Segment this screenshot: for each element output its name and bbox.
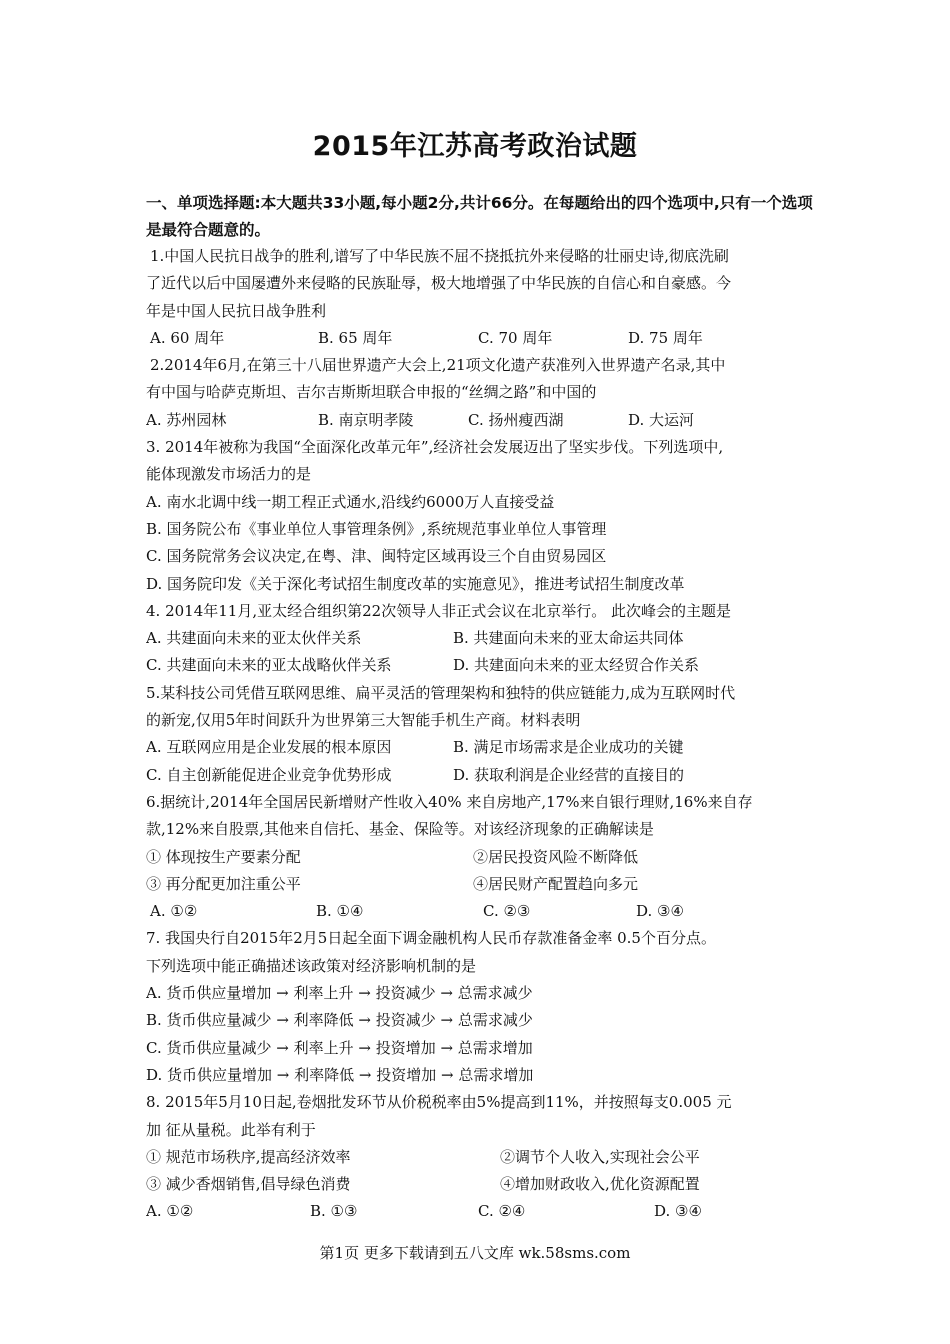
statement: ④增加财政收入,优化资源配置 — [500, 1175, 700, 1194]
statement: ① 规范市场秩序,提高经济效率 — [146, 1147, 351, 1166]
option: A. 南水北调中线一期工程正式通水,沿线约6000万人直接受益 — [146, 492, 555, 511]
option: B. 货币供应量减少 → 利率降低 → 投资减少 → 总需求减少 — [146, 1011, 533, 1030]
option: B. ①③ — [310, 1202, 358, 1221]
question-text: 了近代以后中国屡遭外来侵略的民族耻辱，极大地增强了中华民族的自信心和自豪感。今 — [146, 274, 732, 293]
options-row — [146, 325, 818, 352]
option: A. ①② — [146, 1202, 194, 1221]
option: B. 共建面向未来的亚太命运共同体 — [453, 629, 684, 648]
options-row — [146, 762, 818, 789]
options-row — [146, 407, 818, 434]
statement: ②调节个人收入,实现社会公平 — [500, 1147, 700, 1166]
statements-row — [146, 871, 818, 898]
question-text: 下列选项中能正确描述该政策对经济影响机制的是 — [146, 956, 477, 975]
statement: ③ 减少香烟销售,倡导绿色消费 — [146, 1175, 351, 1194]
option: C. 国务院常务会议决定,在粤、津、闽特定区域再设三个自由贸易园区 — [146, 547, 607, 566]
option: D. 共建面向未来的亚太经贸合作关系 — [453, 656, 700, 675]
statement: ① 体现按生产要素分配 — [146, 847, 301, 866]
option: C. 共建面向未来的亚太战略伙伴关系 — [146, 656, 392, 675]
option: D. 货币供应量增加 → 利率降低 → 投资增加 → 总需求增加 — [146, 1065, 534, 1084]
question-text: 有中国与哈萨克斯坦、吉尔吉斯斯坦联合申报的“丝绸之路”和中国的 — [146, 383, 597, 402]
option: D. ③④ — [654, 1202, 702, 1221]
statements-row — [146, 1144, 818, 1171]
statement: ②居民投资风险不断降低 — [473, 847, 639, 866]
question-text: 1.中国人民抗日战争的胜利,谱写了中华民族不屈不挠抵抗外来侵略的壮丽史诗,彻底洗刷 — [150, 247, 729, 265]
statements-row — [146, 844, 818, 871]
option: C. ②④ — [478, 1202, 526, 1221]
option: A. ①② — [150, 902, 198, 921]
question-list — [146, 243, 818, 1226]
question-text: 6.据统计,2014年全国居民新增财产性收入40% 来自房地产,17%来自银行理财,16%来自存 — [146, 792, 753, 811]
statements-row — [146, 1171, 818, 1198]
option: B. 国务院公布《事业单位人事管理条例》,系统规范事业单位人事管理 — [146, 519, 607, 538]
option: B. 65 周年 — [318, 328, 393, 347]
question-text: 年是中国人民抗日战争胜利 — [146, 301, 327, 320]
options-row — [146, 625, 818, 652]
question-text: 的新宠,仅用5年时间跃升为世界第三大智能手机生产商。材料表明 — [146, 711, 581, 730]
question-text: 3. 2014年被称为我国“全面深化改革元年”,经济社会发展迈出了坚实步伐。下列选项中, — [146, 438, 724, 457]
question-text: 4. 2014年11月,亚太经合组织第22次领导人非正式会议在北京举行。 此次峰会的主题是 — [146, 601, 731, 620]
option: D. 大运河 — [628, 410, 695, 429]
option: A. 互联网应用是企业发展的根本原因 — [146, 738, 392, 757]
question-text: 7. 我国央行自2015年2月5日起全面下调金融机构人民币存款准备金率 0.5个百分点。 — [146, 929, 716, 948]
options-row — [146, 898, 818, 925]
option: C. 货币供应量减少 → 利率上升 → 投资增加 → 总需求增加 — [146, 1038, 533, 1057]
option: B. 满足市场需求是企业成功的关键 — [453, 738, 684, 757]
option: A. 货币供应量增加 → 利率上升 → 投资减少 → 总需求减少 — [146, 984, 533, 1003]
option: A. 60 周年 — [150, 328, 225, 347]
question-text: 加 征从量税。此举有利于 — [146, 1120, 316, 1139]
options-row — [146, 652, 818, 679]
question-text: 2.2014年6月,在第三十八届世界遗产大会上,21项文化遗产获准列入世界遗产名录,其中 — [150, 356, 726, 375]
option: D. 75 周年 — [628, 328, 703, 347]
option: A. 共建面向未来的亚太伙伴关系 — [146, 629, 362, 648]
option: C. ②③ — [483, 902, 531, 921]
section-header: 一、单项选择题:本大题共33小题,每小题2分,共计66分。在每题给出的四个选项中,只有一个选项是最符合题意的。 — [146, 194, 813, 239]
question-text: 能体现激发市场活力的是 — [146, 465, 312, 484]
option: A. 苏州园林 — [146, 410, 227, 429]
option: B. 南京明孝陵 — [318, 410, 414, 429]
option: C. 扬州瘦西湖 — [468, 410, 564, 429]
option: D. 国务院印发《关于深化考试招生制度改革的实施意见》，推进考试招生制度改革 — [146, 574, 685, 593]
options-row — [146, 1198, 818, 1225]
statement: ④居民财产配置趋向多元 — [473, 874, 639, 893]
option: D. 获取利润是企业经营的直接目的 — [453, 765, 685, 784]
option: C. 自主创新能促进企业竞争优势形成 — [146, 765, 392, 784]
option: D. ③④ — [636, 902, 684, 921]
question-text: 8. 2015年5月10日起,卷烟批发环节从价税税率由5%提高到11%，并按照每支0.005 元 — [146, 1093, 732, 1112]
page-title: 2015年江苏高考政治试题 — [312, 131, 638, 162]
option: B. ①④ — [316, 902, 364, 921]
question-text: 5.某科技公司凭借互联网思维、扁平灵活的管理架构和独特的供应链能力,成为互联网时代 — [146, 683, 736, 702]
question-text: 款,12%来自股票,其他来自信托、基金、保险等。对该经济现象的正确解读是 — [146, 820, 654, 839]
option: C. 70 周年 — [478, 328, 553, 347]
statement: ③ 再分配更加注重公平 — [146, 874, 301, 893]
page-footer: 第1页 更多下载请到五八文库 wk.58sms.com — [319, 1244, 631, 1262]
options-row — [146, 734, 818, 761]
